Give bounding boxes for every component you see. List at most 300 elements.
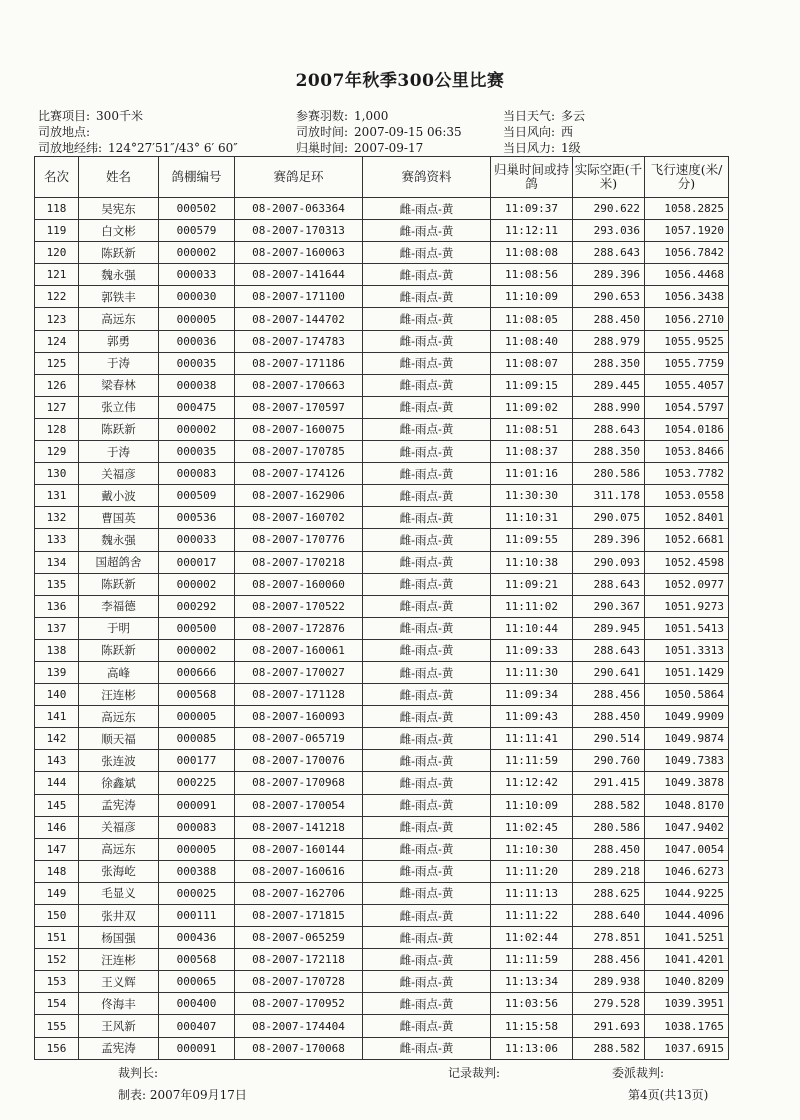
distance-cell: 288.450 [573, 838, 645, 860]
ring-cell: 08-2007-160093 [235, 706, 363, 728]
rank-cell: 136 [35, 595, 79, 617]
bird-info-cell: 雌-雨点-黄 [363, 838, 491, 860]
ring-cell: 08-2007-160061 [235, 639, 363, 661]
speed-cell: 1037.6915 [645, 1037, 729, 1059]
ring-cell: 08-2007-170522 [235, 595, 363, 617]
rank-cell: 126 [35, 374, 79, 396]
table-row [35, 706, 729, 728]
bird-info-cell: 雌-雨点-黄 [363, 905, 491, 927]
speed-cell: 1051.5413 [645, 617, 729, 639]
ring-cell: 08-2007-170218 [235, 551, 363, 573]
info-row [296, 124, 462, 140]
column-header: 实际空距(千米) [573, 157, 645, 198]
distance-cell: 290.641 [573, 661, 645, 683]
loft-id-cell: 000005 [159, 706, 235, 728]
distance-cell: 288.643 [573, 639, 645, 661]
loft-id-cell: 000475 [159, 396, 235, 418]
table-row [35, 905, 729, 927]
loft-id-cell: 000225 [159, 772, 235, 794]
speed-cell: 1049.9874 [645, 728, 729, 750]
ring-cell: 08-2007-160702 [235, 507, 363, 529]
bird-info-cell: 雌-雨点-黄 [363, 220, 491, 242]
info-value: 124°27′51″/43° 6′ 60″ [108, 141, 238, 155]
speed-cell: 1051.9273 [645, 595, 729, 617]
bird-info-cell: 雌-雨点-黄 [363, 639, 491, 661]
info-label: 司放时间: [296, 125, 349, 139]
rank-cell: 128 [35, 418, 79, 440]
rank-cell: 156 [35, 1037, 79, 1059]
table-row [35, 529, 729, 551]
table-row [35, 352, 729, 374]
bird-info-cell: 雌-雨点-黄 [363, 198, 491, 220]
bird-info-cell: 雌-雨点-黄 [363, 308, 491, 330]
speed-cell: 1049.3878 [645, 772, 729, 794]
name-cell: 梁春林 [79, 374, 159, 396]
speed-cell: 1057.1920 [645, 220, 729, 242]
rank-cell: 122 [35, 286, 79, 308]
rank-cell: 154 [35, 993, 79, 1015]
arrival-time-cell: 11:02:45 [491, 816, 573, 838]
speed-cell: 1054.5797 [645, 396, 729, 418]
name-cell: 高远东 [79, 838, 159, 860]
distance-cell: 288.643 [573, 573, 645, 595]
arrival-time-cell: 11:09:37 [491, 198, 573, 220]
rank-cell: 141 [35, 706, 79, 728]
ring-cell: 08-2007-170313 [235, 220, 363, 242]
ring-cell: 08-2007-160144 [235, 838, 363, 860]
name-cell: 王义辉 [79, 971, 159, 993]
name-cell: 汪连彬 [79, 684, 159, 706]
speed-cell: 1044.4096 [645, 905, 729, 927]
loft-id-cell: 000085 [159, 728, 235, 750]
ring-cell: 08-2007-170597 [235, 396, 363, 418]
arrival-time-cell: 11:09:21 [491, 573, 573, 595]
bird-info-cell: 雌-雨点-黄 [363, 352, 491, 374]
arrival-time-cell: 11:09:43 [491, 706, 573, 728]
table-row [35, 617, 729, 639]
table-row [35, 838, 729, 860]
ring-cell: 08-2007-170076 [235, 750, 363, 772]
arrival-time-cell: 11:08:08 [491, 242, 573, 264]
speed-cell: 1047.9402 [645, 816, 729, 838]
name-cell: 王风新 [79, 1015, 159, 1037]
info-value: 300千米 [96, 109, 143, 123]
name-cell: 关福彦 [79, 463, 159, 485]
arrival-time-cell: 11:11:41 [491, 728, 573, 750]
info-value: 2007-09-17 [354, 141, 424, 155]
arrival-time-cell: 11:15:58 [491, 1015, 573, 1037]
rank-cell: 127 [35, 396, 79, 418]
arrival-time-cell: 11:10:09 [491, 286, 573, 308]
distance-cell: 288.643 [573, 418, 645, 440]
table-row [35, 220, 729, 242]
column-header: 飞行速度(米/分) [645, 157, 729, 198]
name-cell: 李福德 [79, 595, 159, 617]
ring-cell: 08-2007-170054 [235, 794, 363, 816]
table-row [35, 661, 729, 683]
bird-info-cell: 雌-雨点-黄 [363, 684, 491, 706]
bird-info-cell: 雌-雨点-黄 [363, 507, 491, 529]
race-info-middle [296, 108, 462, 156]
info-row [38, 124, 238, 140]
rank-cell: 155 [35, 1015, 79, 1037]
table-row [35, 1037, 729, 1059]
table-row [35, 794, 729, 816]
info-label: 当日天气: [503, 109, 556, 123]
distance-cell: 289.218 [573, 860, 645, 882]
name-cell: 白文彬 [79, 220, 159, 242]
loft-id-cell: 000292 [159, 595, 235, 617]
speed-cell: 1058.2825 [645, 198, 729, 220]
table-row [35, 1015, 729, 1037]
loft-id-cell: 000666 [159, 661, 235, 683]
record-judge-label: 记录裁判: [448, 1066, 501, 1080]
loft-id-cell: 000436 [159, 927, 235, 949]
name-cell: 孟宪涛 [79, 1037, 159, 1059]
distance-cell: 288.582 [573, 794, 645, 816]
table-row [35, 441, 729, 463]
arrival-time-cell: 11:12:11 [491, 220, 573, 242]
arrival-time-cell: 11:09:34 [491, 684, 573, 706]
ring-cell: 08-2007-171815 [235, 905, 363, 927]
table-row [35, 507, 729, 529]
ring-cell: 08-2007-171128 [235, 684, 363, 706]
arrival-time-cell: 11:12:42 [491, 772, 573, 794]
speed-cell: 1039.3951 [645, 993, 729, 1015]
bird-info-cell: 雌-雨点-黄 [363, 595, 491, 617]
rank-cell: 133 [35, 529, 79, 551]
ring-cell: 08-2007-065719 [235, 728, 363, 750]
speed-cell: 1053.7782 [645, 463, 729, 485]
dispatch-judge-label: 委派裁判: [612, 1066, 665, 1080]
bird-info-cell: 雌-雨点-黄 [363, 772, 491, 794]
name-cell: 汪连彬 [79, 949, 159, 971]
loft-id-cell: 000091 [159, 1037, 235, 1059]
speed-cell: 1056.2710 [645, 308, 729, 330]
arrival-time-cell: 11:10:09 [491, 794, 573, 816]
arrival-time-cell: 11:10:31 [491, 507, 573, 529]
info-row [503, 108, 585, 124]
speed-cell: 1054.0186 [645, 418, 729, 440]
rank-cell: 153 [35, 971, 79, 993]
loft-id-cell: 000005 [159, 308, 235, 330]
table-row [35, 485, 729, 507]
bird-info-cell: 雌-雨点-黄 [363, 529, 491, 551]
rank-cell: 144 [35, 772, 79, 794]
race-info-left [38, 108, 238, 156]
arrival-time-cell: 11:11:59 [491, 750, 573, 772]
distance-cell: 289.938 [573, 971, 645, 993]
loft-id-cell: 000030 [159, 286, 235, 308]
rank-cell: 151 [35, 927, 79, 949]
rank-cell: 139 [35, 661, 79, 683]
info-row [296, 140, 462, 156]
distance-cell: 288.350 [573, 441, 645, 463]
info-row [296, 108, 462, 124]
arrival-time-cell: 11:11:20 [491, 860, 573, 882]
info-row [38, 140, 238, 156]
arrival-time-cell: 11:11:59 [491, 949, 573, 971]
table-row [35, 463, 729, 485]
rank-cell: 143 [35, 750, 79, 772]
column-header: 姓名 [79, 157, 159, 198]
loft-id-cell: 000033 [159, 264, 235, 286]
loft-id-cell: 000579 [159, 220, 235, 242]
ring-cell: 08-2007-065259 [235, 927, 363, 949]
ring-cell: 08-2007-170785 [235, 441, 363, 463]
speed-cell: 1055.9525 [645, 330, 729, 352]
distance-cell: 288.350 [573, 352, 645, 374]
speed-cell: 1044.9225 [645, 882, 729, 904]
name-cell: 陈跃新 [79, 573, 159, 595]
rank-cell: 149 [35, 882, 79, 904]
name-cell: 高峰 [79, 661, 159, 683]
loft-id-cell: 000388 [159, 860, 235, 882]
bird-info-cell: 雌-雨点-黄 [363, 441, 491, 463]
speed-cell: 1048.8170 [645, 794, 729, 816]
loft-id-cell: 000002 [159, 639, 235, 661]
ring-cell: 08-2007-160616 [235, 860, 363, 882]
speed-cell: 1053.0558 [645, 485, 729, 507]
distance-cell: 288.625 [573, 882, 645, 904]
arrival-time-cell: 11:09:55 [491, 529, 573, 551]
loft-id-cell: 000065 [159, 971, 235, 993]
info-label: 比赛项目: [38, 109, 91, 123]
speed-cell: 1052.6681 [645, 529, 729, 551]
distance-cell: 280.586 [573, 816, 645, 838]
rank-cell: 152 [35, 949, 79, 971]
distance-cell: 288.450 [573, 706, 645, 728]
table-row [35, 264, 729, 286]
rank-cell: 150 [35, 905, 79, 927]
speed-cell: 1056.4468 [645, 264, 729, 286]
ring-cell: 08-2007-170952 [235, 993, 363, 1015]
distance-cell: 289.945 [573, 617, 645, 639]
distance-cell: 288.582 [573, 1037, 645, 1059]
loft-id-cell: 000083 [159, 463, 235, 485]
arrival-time-cell: 11:10:38 [491, 551, 573, 573]
ring-cell: 08-2007-172876 [235, 617, 363, 639]
loft-id-cell: 000509 [159, 485, 235, 507]
speed-cell: 1052.0977 [645, 573, 729, 595]
loft-id-cell: 000002 [159, 573, 235, 595]
table-row [35, 971, 729, 993]
rank-cell: 118 [35, 198, 79, 220]
table-row [35, 860, 729, 882]
table-row [35, 418, 729, 440]
speed-cell: 1056.3438 [645, 286, 729, 308]
loft-id-cell: 000083 [159, 816, 235, 838]
bird-info-cell: 雌-雨点-黄 [363, 286, 491, 308]
loft-id-cell: 000536 [159, 507, 235, 529]
name-cell: 戴小波 [79, 485, 159, 507]
ring-cell: 08-2007-174404 [235, 1015, 363, 1037]
arrival-time-cell: 11:09:02 [491, 396, 573, 418]
table-row [35, 595, 729, 617]
bird-info-cell: 雌-雨点-黄 [363, 993, 491, 1015]
name-cell: 杨国强 [79, 927, 159, 949]
name-cell: 吴宪东 [79, 198, 159, 220]
arrival-time-cell: 11:30:30 [491, 485, 573, 507]
distance-cell: 289.396 [573, 529, 645, 551]
column-header: 赛鸽足环 [235, 157, 363, 198]
table-row [35, 993, 729, 1015]
arrival-time-cell: 11:02:44 [491, 927, 573, 949]
name-cell: 魏永强 [79, 529, 159, 551]
loft-id-cell: 000025 [159, 882, 235, 904]
rank-cell: 140 [35, 684, 79, 706]
ring-cell: 08-2007-174783 [235, 330, 363, 352]
distance-cell: 289.445 [573, 374, 645, 396]
table-row [35, 772, 729, 794]
ring-cell: 08-2007-141644 [235, 264, 363, 286]
distance-cell: 288.990 [573, 396, 645, 418]
arrival-time-cell: 11:13:06 [491, 1037, 573, 1059]
arrival-time-cell: 11:08:05 [491, 308, 573, 330]
ring-cell: 08-2007-160075 [235, 418, 363, 440]
ring-cell: 08-2007-162906 [235, 485, 363, 507]
speed-cell: 1053.8466 [645, 441, 729, 463]
speed-cell: 1056.7842 [645, 242, 729, 264]
arrival-time-cell: 11:08:51 [491, 418, 573, 440]
speed-cell: 1055.4057 [645, 374, 729, 396]
table-row [35, 816, 729, 838]
distance-cell: 288.640 [573, 905, 645, 927]
arrival-time-cell: 11:08:07 [491, 352, 573, 374]
loft-id-cell: 000038 [159, 374, 235, 396]
column-header: 归巢时间或持鸽 [491, 157, 573, 198]
arrival-time-cell: 11:03:56 [491, 993, 573, 1015]
tabulation-date: 制表: 2007年09月17日 [118, 1088, 247, 1102]
name-cell: 孟宪涛 [79, 794, 159, 816]
rank-cell: 125 [35, 352, 79, 374]
bird-info-cell: 雌-雨点-黄 [363, 706, 491, 728]
ring-cell: 08-2007-170027 [235, 661, 363, 683]
ring-cell: 08-2007-144702 [235, 308, 363, 330]
bird-info-cell: 雌-雨点-黄 [363, 264, 491, 286]
info-value: 2007-09-15 06:35 [354, 125, 462, 139]
speed-cell: 1049.9909 [645, 706, 729, 728]
name-cell: 曹国英 [79, 507, 159, 529]
table-header-row [35, 157, 729, 198]
info-label: 当日风力: [503, 141, 556, 155]
distance-cell: 288.456 [573, 949, 645, 971]
rank-cell: 134 [35, 551, 79, 573]
name-cell: 陈跃新 [79, 242, 159, 264]
rank-cell: 142 [35, 728, 79, 750]
ring-cell: 08-2007-170728 [235, 971, 363, 993]
arrival-time-cell: 11:08:40 [491, 330, 573, 352]
info-label: 归巢时间: [296, 141, 349, 155]
rank-cell: 120 [35, 242, 79, 264]
table-row [35, 949, 729, 971]
bird-info-cell: 雌-雨点-黄 [363, 860, 491, 882]
table-row [35, 374, 729, 396]
arrival-time-cell: 11:10:30 [491, 838, 573, 860]
name-cell: 佟海丰 [79, 993, 159, 1015]
distance-cell: 290.622 [573, 198, 645, 220]
name-cell: 于涛 [79, 441, 159, 463]
rank-cell: 119 [35, 220, 79, 242]
table-row [35, 308, 729, 330]
info-value: 多云 [561, 109, 586, 123]
distance-cell: 278.851 [573, 927, 645, 949]
info-value: 1级 [561, 141, 581, 155]
ring-cell: 08-2007-160063 [235, 242, 363, 264]
page-title: 2007年秋季300公里比赛 [295, 71, 505, 91]
column-header: 名次 [35, 157, 79, 198]
name-cell: 关福彦 [79, 816, 159, 838]
bird-info-cell: 雌-雨点-黄 [363, 242, 491, 264]
speed-cell: 1047.0054 [645, 838, 729, 860]
column-header: 鸽棚编号 [159, 157, 235, 198]
bird-info-cell: 雌-雨点-黄 [363, 728, 491, 750]
loft-id-cell: 000036 [159, 330, 235, 352]
name-cell: 毛显义 [79, 882, 159, 904]
distance-cell: 279.528 [573, 993, 645, 1015]
arrival-time-cell: 11:09:33 [491, 639, 573, 661]
info-value: 1,000 [354, 109, 389, 123]
table-row [35, 750, 729, 772]
arrival-time-cell: 11:11:02 [491, 595, 573, 617]
chief-judge-label: 裁判长: [118, 1066, 159, 1080]
loft-id-cell: 000500 [159, 617, 235, 639]
table-row [35, 330, 729, 352]
name-cell: 陈跃新 [79, 639, 159, 661]
rank-cell: 130 [35, 463, 79, 485]
table-row [35, 573, 729, 595]
name-cell: 于涛 [79, 352, 159, 374]
ring-cell: 08-2007-141218 [235, 816, 363, 838]
bird-info-cell: 雌-雨点-黄 [363, 418, 491, 440]
distance-cell: 290.760 [573, 750, 645, 772]
speed-cell: 1050.5864 [645, 684, 729, 706]
arrival-time-cell: 11:11:13 [491, 882, 573, 904]
distance-cell: 290.367 [573, 595, 645, 617]
bird-info-cell: 雌-雨点-黄 [363, 617, 491, 639]
arrival-time-cell: 11:08:37 [491, 441, 573, 463]
rank-cell: 129 [35, 441, 79, 463]
rank-cell: 148 [35, 860, 79, 882]
ring-cell: 08-2007-160060 [235, 573, 363, 595]
rank-cell: 138 [35, 639, 79, 661]
distance-cell: 290.653 [573, 286, 645, 308]
speed-cell: 1052.8401 [645, 507, 729, 529]
bird-info-cell: 雌-雨点-黄 [363, 485, 491, 507]
distance-cell: 290.514 [573, 728, 645, 750]
bird-info-cell: 雌-雨点-黄 [363, 463, 491, 485]
name-cell: 于明 [79, 617, 159, 639]
loft-id-cell: 000111 [159, 905, 235, 927]
speed-cell: 1046.6273 [645, 860, 729, 882]
loft-id-cell: 000035 [159, 352, 235, 374]
table-row [35, 728, 729, 750]
arrival-time-cell: 11:11:22 [491, 905, 573, 927]
loft-id-cell: 000568 [159, 684, 235, 706]
info-row [38, 108, 238, 124]
rank-cell: 131 [35, 485, 79, 507]
bird-info-cell: 雌-雨点-黄 [363, 330, 491, 352]
distance-cell: 291.693 [573, 1015, 645, 1037]
speed-cell: 1052.4598 [645, 551, 729, 573]
rank-cell: 145 [35, 794, 79, 816]
bird-info-cell: 雌-雨点-黄 [363, 882, 491, 904]
table-row [35, 684, 729, 706]
speed-cell: 1051.3313 [645, 639, 729, 661]
table-row [35, 242, 729, 264]
name-cell: 张海屹 [79, 860, 159, 882]
name-cell: 张井双 [79, 905, 159, 927]
